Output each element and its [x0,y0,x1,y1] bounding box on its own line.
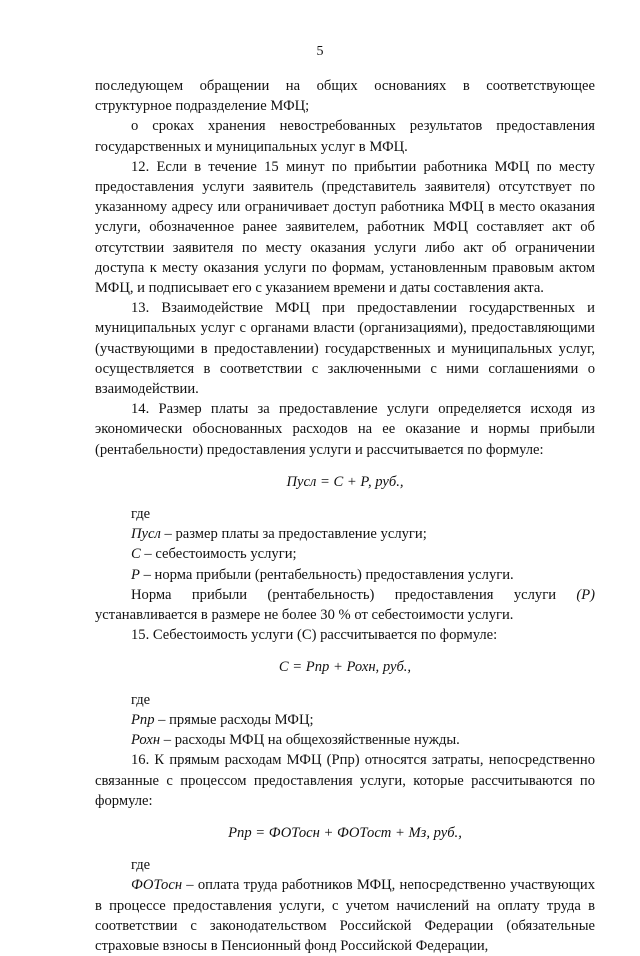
formula-direct-costs: Рпр = ФОТосн + ФОТост + Мз, руб., [228,824,462,841]
definition-text: – норма прибыли (рентабельность) предоставления услуги. [139,566,514,583]
definition [95,565,595,585]
norm-symbol: (Р) [576,586,595,603]
page-number: 5 [316,44,324,59]
definition-symbol: Рохн [131,732,161,749]
formula-price: Пусл = С + Р, руб., [286,473,404,490]
definition-text: – прямые расходы МФЦ; [154,711,314,728]
norm-paragraph [95,585,595,605]
definition-symbol: Р [131,566,140,583]
where-label: где [131,691,151,708]
definition-symbol: ФОТосн [131,877,183,894]
definition [95,544,595,564]
norm-text: Норма прибыли (рентабельность) предоставления услуги [131,586,557,603]
definition-text: – себестоимость услуги; [140,546,297,563]
definition [95,710,595,730]
document-body [95,76,595,956]
definition-fot [95,875,595,956]
paragraph-15: 15. Себестоимость услуги (С) рассчитывается по формуле: [131,627,498,644]
where-label: где [131,857,151,874]
definition-symbol: Рпр [131,711,155,728]
definition-text: – расходы МФЦ на общехозяйственные нужды. [160,732,460,749]
definition-symbol: С [131,546,141,563]
formula-cost: С = Рпр + Рохн, руб., [278,659,412,676]
definition [95,730,595,750]
definition-text: – оплата труда работников МФЦ, непосредственно участвующих в процессе предоставления услуги, с учетом начислений на оплату труда в соответствии с законодательством Российской Федерации (обязательные страховые взносы в Пенсионный фонд Российской Федерации, [95,877,595,954]
paragraph-14: 14. Размер платы за предоставление услуги определяется исходя из экономически обоснованных расходов на ее оказание и нормы прибыли (рентабельности) предоставления услуги и рассчитывается по формуле: [95,401,595,458]
paragraph-16: 16. К прямым расходам МФЦ (Рпр) относятся затраты, непосредственно связанные с процессом предоставления услуги, которые рассчитываются по формуле: [95,752,595,809]
paragraph-12: 12. Если в течение 15 минут по прибытии работника МФЦ по месту предоставления услуги заявитель (представитель заявителя) отсутствует по указанному адресу или ограничивает доступ работника МФЦ в место оказания услуги, обозначенное ранее заявителем, работник МФЦ составляет акт об отсутствии заявителя по месту оказания услуги либо акт об ограничении доступа к месту оказания услуги по формам, установленным правовым актом МФЦ, и подписывает его с указанием времени и даты составления акта. [95,158,595,297]
definition-symbol: Пусл [131,526,161,543]
paragraph-13: 13. Взаимодействие МФЦ при предоставлении государственных и муниципальных услуг с органами власти (организациями), предоставляющими (участвующими в предоставлении) государственных и муниципальных услуг, осуществляется в соответствии с заключенными с ними соглашениями о взаимодействии. [95,300,595,398]
definition [95,524,595,544]
paragraph: о сроках хранения невостребованных результатов предоставления государственных и муниципальных услуг в МФЦ. [95,118,595,155]
norm-tail: устанавливается в размере не более 30 % от себестоимости услуги. [95,607,514,624]
paragraph: последующем обращении на общих основаниях в соответствующее структурное подразделение МФЦ; [95,78,595,115]
where-label: где [131,506,151,523]
definition-text: – размер платы за предоставление услуги; [160,526,427,543]
